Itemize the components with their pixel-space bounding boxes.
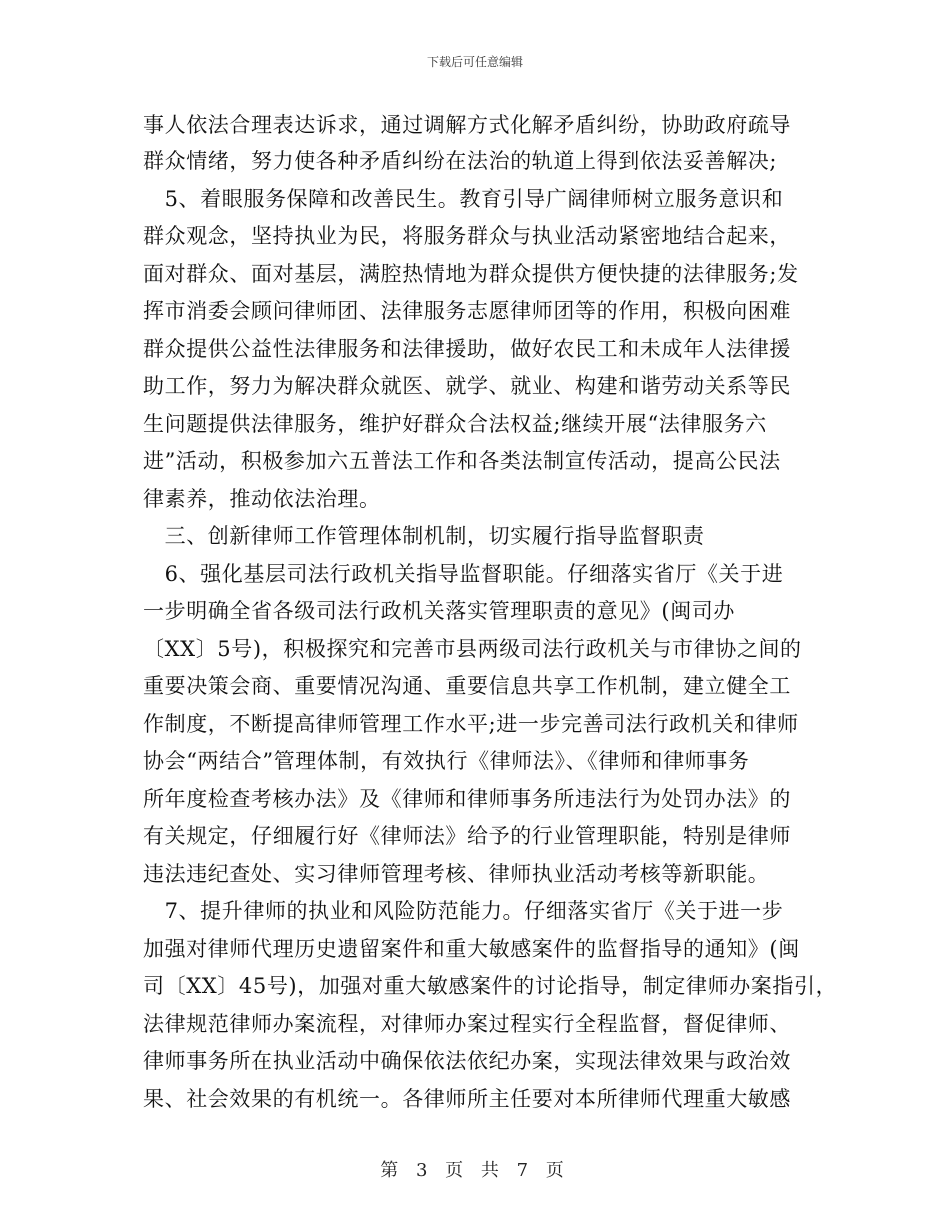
body-line: 作制度，不断提高律师管理工作水平;进一步完善司法行政机关和律师 (143, 712, 799, 736)
body-line: 协会“两结合”管理体制，有效执行《律师法》、《律师和律师事务 (143, 749, 750, 773)
body-line: 5、着眼服务保障和改善民生。教育引导广阔律师树立服务意识和 (143, 187, 784, 211)
body-line: 面对群众、面对基层，满腔热情地为群众提供方便快捷的法律服务;发 (143, 262, 799, 286)
body-line: 法律规范律师办案流程，对律师办案过程实行全程监督，督促律师、 (143, 1012, 791, 1036)
body-line: 所年度检查考核办法》及《律师和律师事务所违法行为处罚办法》的 (143, 787, 791, 811)
body-line: 7、提升律师的执业和风险防范能力。仔细落实省厅《关于进一步 (143, 899, 784, 923)
page-header-note: 下载后可任意编辑 (426, 55, 523, 69)
body-line: 群众观念，坚持执业为民，将服务群众与执业活动紧密地结合起来， (143, 224, 791, 248)
body-line: 6、强化基层司法行政机关指导监督职能。仔细落实省厅《关于进 (143, 562, 784, 586)
body-line: 重要决策会商、重要情况沟通、重要信息共享工作机制，建立健全工 (143, 674, 791, 698)
body-line: 违法违纪查处、实习律师管理考核、律师执业活动考核等新职能。 (143, 862, 770, 886)
body-line: 一步明确全省各级司法行政机关落实管理职责的意见》(闽司办 (143, 599, 735, 623)
body-line: 助工作，努力为解决群众就医、就学、就业、构建和谐劳动关系等民 (143, 374, 791, 398)
body-line: 有关规定，仔细履行好《律师法》给予的行业管理职能，特别是律师 (143, 824, 791, 848)
body-line: 事人依法合理表达诉求，通过调解方式化解矛盾纠纷，协助政府疏导 (143, 113, 791, 137)
body-line: 群众情绪，努力使各种矛盾纠纷在法治的轨道上得到依法妥善解决; (143, 149, 778, 173)
body-line: 司〔XX〕45号)，加强对重大敏感案件的讨论指导，制定律师办案指引， (143, 974, 838, 998)
body-line: 挥市消委会顾问律师团、法律服务志愿律师团等的作用，积极向困难 (143, 299, 791, 323)
page-number-footer: 第 3 页 共 7 页 (380, 1160, 570, 1181)
body-line: 律素养，推动依法治理。 (143, 487, 381, 511)
body-line: 生问题提供法律服务，维护好群众合法权益;继续开展“法律服务六 (143, 412, 767, 436)
body-line: 律师事务所在执业活动中确保依法依纪办案，实现法律效果与政治效 (143, 1049, 791, 1073)
body-line: 加强对律师代理历史遗留案件和重大敏感案件的监督指导的通知》(闽 (143, 937, 800, 961)
body-line: 〔XX〕5号)，积极探究和完善市县两级司法行政机关与市律协之间的 (143, 637, 802, 661)
section-heading: 三、创新律师工作管理体制机制，切实履行指导监督职责 (143, 524, 705, 548)
body-line: 群众提供公益性法律服务和法律援助，做好农民工和未成年人法律援 (143, 337, 791, 361)
body-line: 果、社会效果的有机统一。各律师所主任要对本所律师代理重大敏感 (143, 1087, 791, 1111)
body-line: 进”活动，积极参加六五普法工作和各类法制宣传活动，提高公民法 (143, 449, 781, 473)
